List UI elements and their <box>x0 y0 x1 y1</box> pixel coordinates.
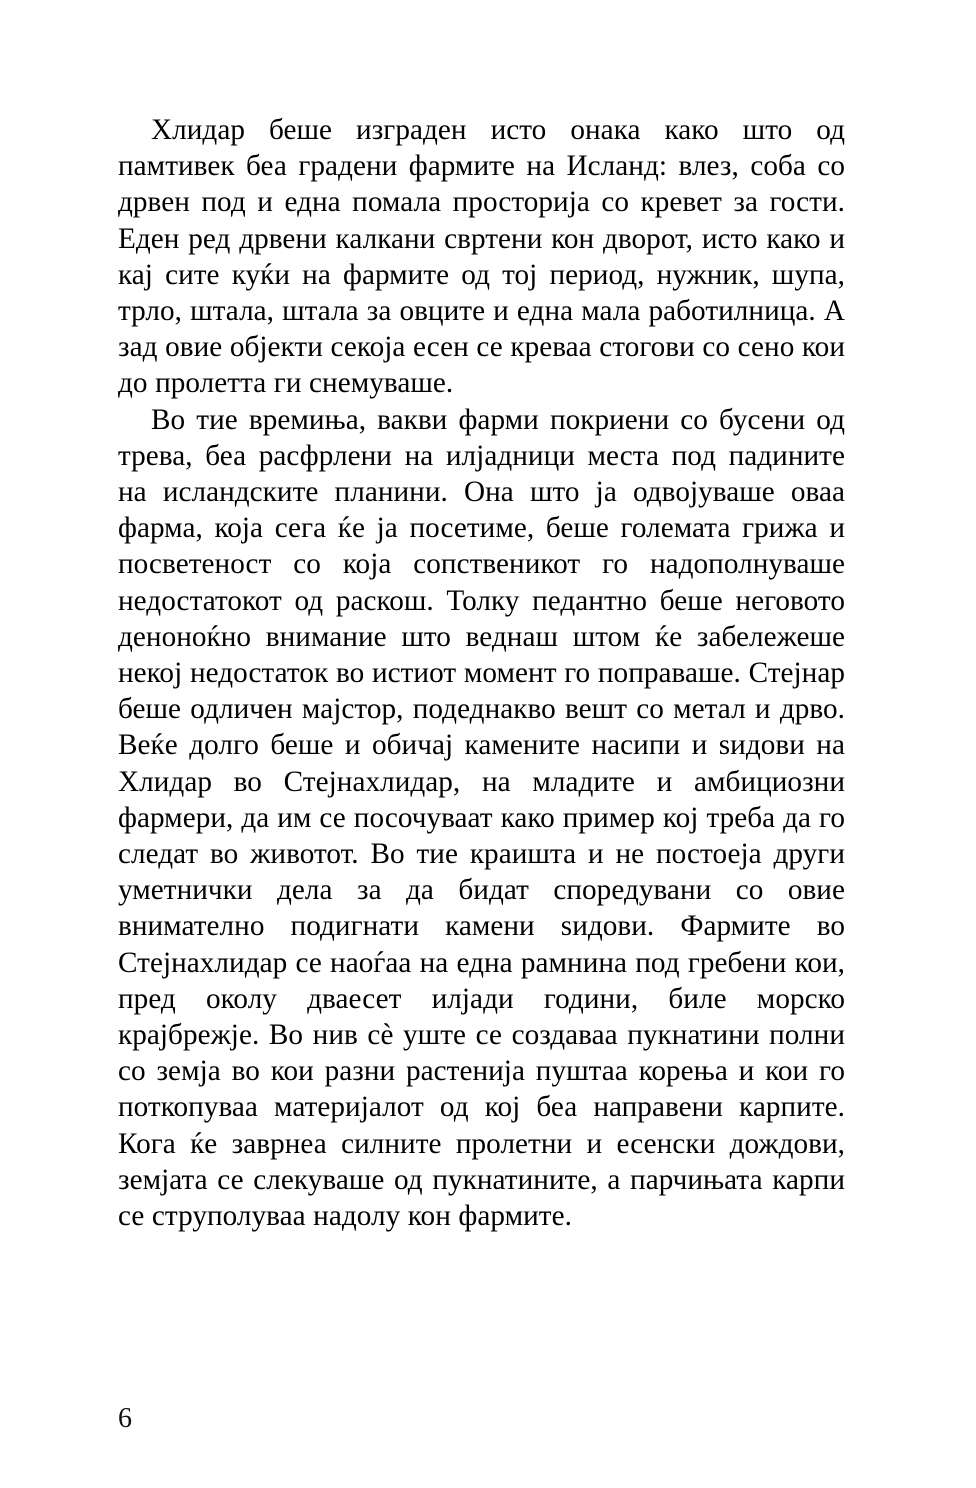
page-number: 6 <box>118 1403 132 1434</box>
paragraph-2: Во тие времиња, вакви фарми покриени со бусени од трева, беа расфрлени на илјадници места под падините на исландските планини. Она што ја одвојуваше оваа фарма, која сега ќе ја посетиме, беше големата грижа и посветеност со која сопственикот го надополнуваше недостатокот од раскош. Толку педантно беше неговото деноноќно внимание што веднаш штом ќе забележеше некој недостаток во истиот момент го поправаше. Стејнар беше одличен мајстор, подеднакво вешт со метал и дрво. Веќе долго беше и обичај камените насипи и ѕидови на Хлидар во Стејнахлидар, на младите и амбициозни фармери, да им се посочуваат како пример кој треба да го следат во животот. Во тие краишта и не постоеја други уметнички дела за да бидат споредувани со овие внимателно подигнати камени ѕидови. Фармите во Стејнахлидар се наоѓаа на една рамнина под гребени кои, пред околу дваесет илјади години, биле морско крајбрежје. Во нив сѐ уште се создаваа пукнатини полни со земја во кои разни растенија пуштаа корења и кои го поткопуваа материјалот од кој беа направени карпите. Кога ќе заврнеа силните пролетни и есенски дождови, земјата се слекуваше од пукнатините, а парчињата карпи се струполуваа надолу кон фармите. <box>118 403 845 1233</box>
page-text-block <box>118 112 845 1234</box>
paragraph-1: Хлидар беше изграден исто онака како што од памтивек беа градени фармите на Исланд: влез, соба со дрвен под и една помала просторија со кревет за гости. Еден ред дрвени калкани свртени кон дворот, исто како и кај сите куќи на фармите од тој период, нужник, шупа, трло, штала, штала за овците и една мала работилница. А зад овие објекти секоја есен се креваа стогови со сено кои до пролетта ги снемуваше. <box>118 114 845 400</box>
